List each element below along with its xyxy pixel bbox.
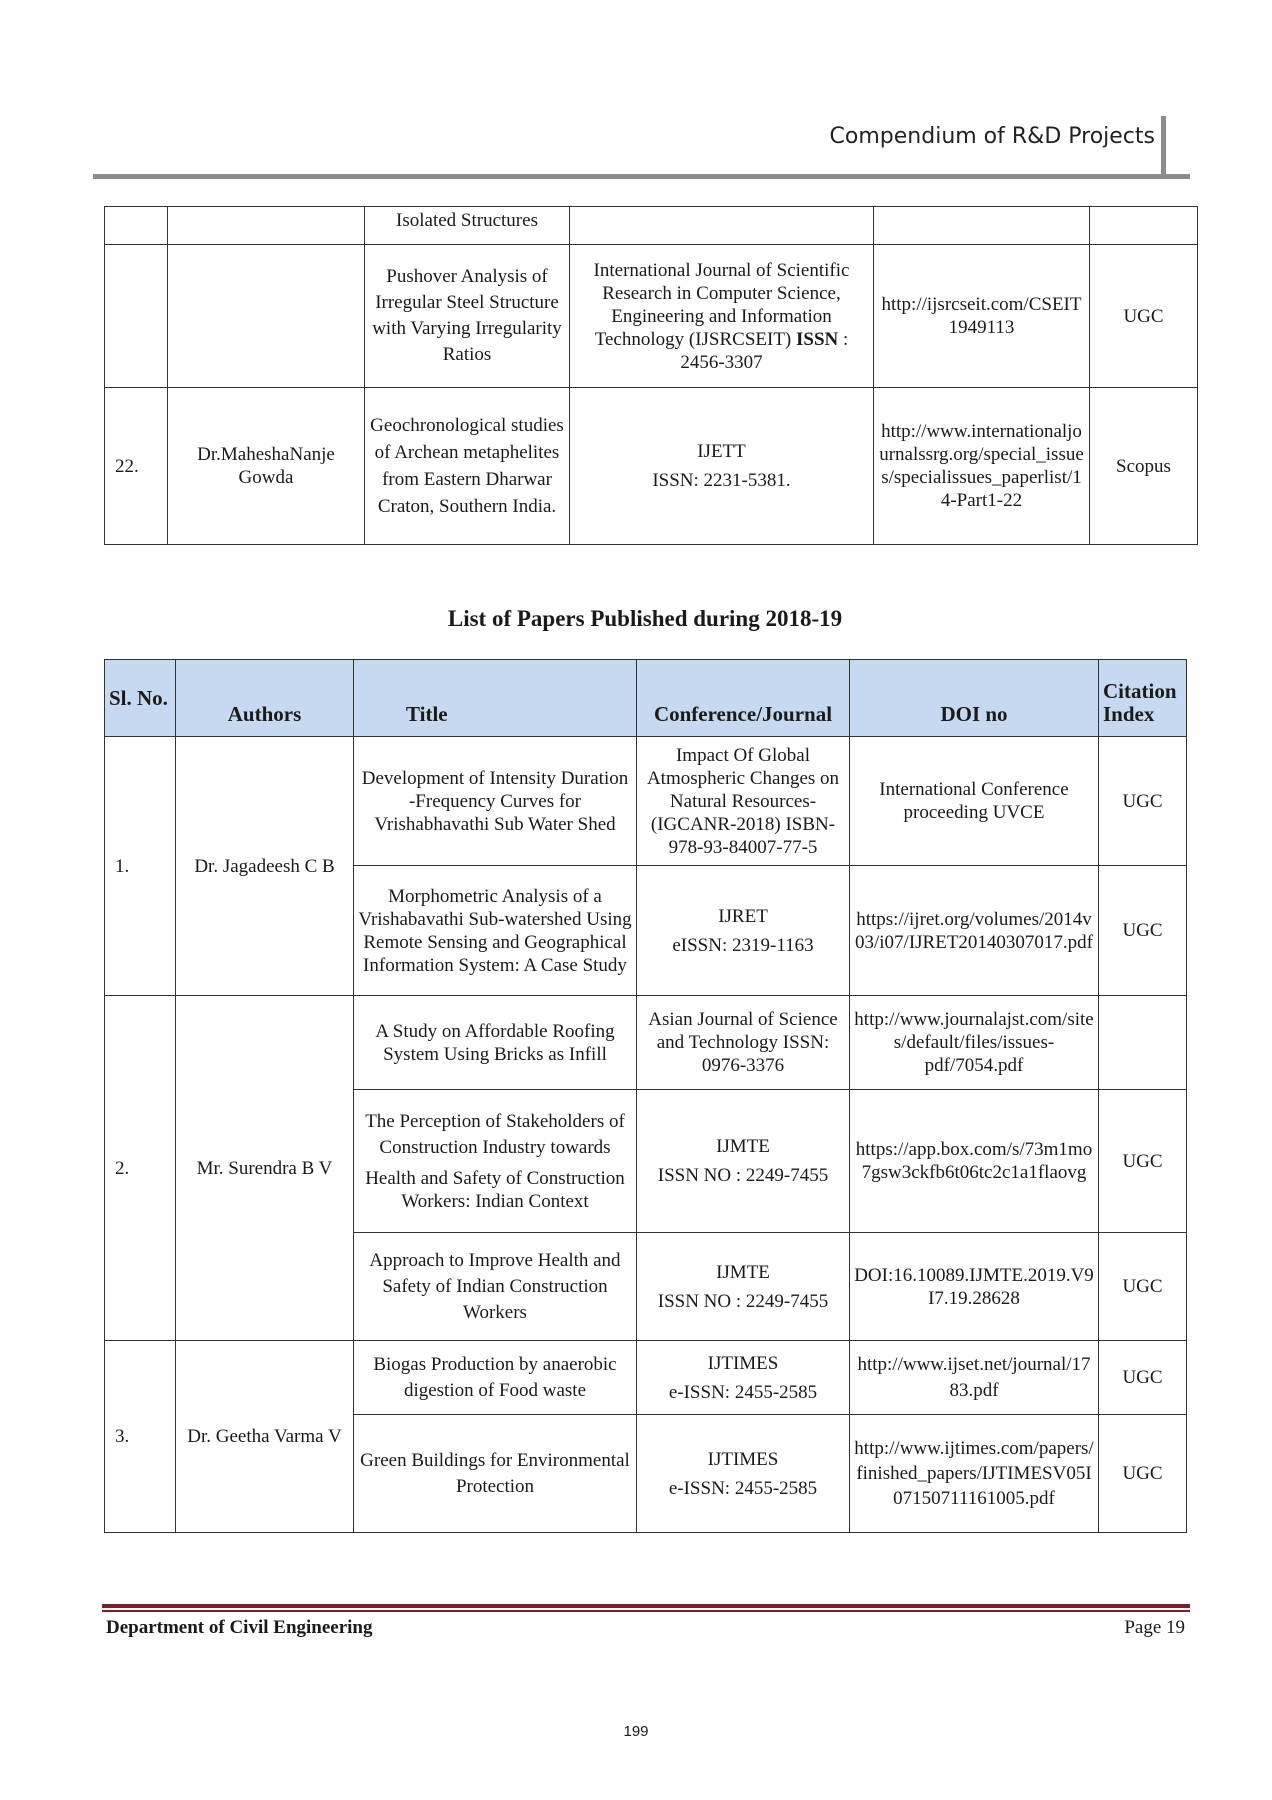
journal-name: IJETT — [697, 441, 746, 462]
cell-doi: http://ijsrcseit.com/CSEIT1949113 — [874, 245, 1090, 388]
page-number: 199 — [623, 1723, 649, 1740]
cell-sl — [105, 245, 168, 388]
cell-journal — [637, 1090, 850, 1233]
header-authors: Authors — [176, 660, 354, 737]
cell-sl: 2. — [105, 996, 176, 1341]
cell-sl: 3. — [105, 1341, 176, 1533]
cell-index: UGC — [1099, 866, 1187, 996]
issn-label: ISSN — [796, 328, 839, 350]
header-doi: DOI no — [850, 660, 1099, 737]
footer-page-label: Page 19 — [1124, 1617, 1185, 1638]
table-row — [105, 207, 1198, 245]
title-part-a: The Perception of Stakeholders of Construction Industry towards — [365, 1111, 625, 1158]
cell-index: UGC — [1099, 1233, 1187, 1341]
journal-name: IJTIMES — [707, 1448, 779, 1470]
table-row — [105, 388, 1198, 545]
cell-journal — [570, 245, 874, 388]
cell-author: Dr. Jagadeesh C B — [176, 737, 354, 996]
cell-title: Geochronological studies of Archean metaphelites from Eastern Dharwar Craton, Southern India. — [365, 388, 570, 545]
cell-title: Isolated Structures — [365, 207, 570, 245]
cell-journal — [637, 1233, 850, 1341]
cell-sl — [105, 207, 168, 245]
cell-index: Scopus — [1090, 388, 1198, 545]
footer-department: Department of Civil Engineering — [106, 1617, 373, 1638]
cell-title: Green Buildings for Environmental Protection — [354, 1415, 637, 1533]
cell-title: A Study on Affordable Roofing System Using Bricks as Infill — [354, 996, 637, 1090]
cell-journal — [637, 866, 850, 996]
cell-journal — [637, 1415, 850, 1533]
journal-name: IJTIMES — [707, 1352, 779, 1374]
cell-journal — [570, 207, 874, 245]
cell-author — [168, 207, 365, 245]
header-title: Compendium of R&D Projects — [829, 124, 1155, 149]
table-row — [105, 996, 1187, 1090]
cell-index — [1090, 207, 1198, 245]
cell-index: UGC — [1099, 737, 1187, 866]
table-row — [105, 245, 1198, 388]
journal-issn: ISSN: 2231-5381. — [652, 470, 791, 491]
cell-doi: https://ijret.org/volumes/2014v03/i07/IJRET20140307017.pdf — [850, 866, 1099, 996]
journal-name: IJMTE — [716, 1261, 770, 1283]
cell-journal: Impact Of Global Atmospheric Changes on Natural Resources-(IGCANR-2018) ISBN-978-93-84007-77-5 — [637, 737, 850, 866]
cell-doi: http://www.ijset.net/journal/1783.pdf — [850, 1341, 1099, 1415]
issn-value: : 2456-3307 — [680, 328, 849, 373]
cell-author: Mr. Surendra B V — [176, 996, 354, 1341]
table-header-row — [105, 660, 1187, 737]
title-part-b: Health and Safety of Construction Workers: Indian Context — [365, 1168, 625, 1212]
header-sl-no: Sl. No. — [105, 660, 176, 737]
journal-issn: e-ISSN: 2455-2585 — [668, 1477, 818, 1499]
cell-doi: https://app.box.com/s/73m1mo7gsw3ckfb6t06tc2c1a1flaovg — [850, 1090, 1099, 1233]
cell-index: UGC — [1090, 245, 1198, 388]
cell-journal — [637, 1341, 850, 1415]
cell-doi: http://www.journalajst.com/sites/default/files/issues-pdf/7054.pdf — [850, 996, 1099, 1090]
journal-issn: eISSN: 2319-1163 — [672, 934, 814, 956]
table-row — [105, 737, 1187, 866]
cell-index — [1099, 996, 1187, 1090]
cell-index: UGC — [1099, 1415, 1187, 1533]
cell-journal — [570, 388, 874, 545]
cell-journal: Asian Journal of Science and Technology ISSN: 0976-3376 — [637, 996, 850, 1090]
cell-index: UGC — [1099, 1341, 1187, 1415]
journal-text: International Journal of Scientific Research in Computer Science, Engineering and Information Technology (IJSRCSEIT) — [593, 259, 850, 350]
header-journal: Conference/Journal — [637, 660, 850, 737]
section-heading: List of Papers Published during 2018-19 — [447, 606, 843, 631]
cell-doi: http://www.internationaljournalssrg.org/special_issues/specialissues_paperlist/14-Part1-22 — [874, 388, 1090, 545]
cell-author — [168, 245, 365, 388]
cell-title: Approach to Improve Health and Safety of Indian Construction Workers — [354, 1233, 637, 1341]
cell-index: UGC — [1099, 1090, 1187, 1233]
header-rule — [93, 174, 1190, 179]
journal-name: IJMTE — [716, 1136, 770, 1157]
cell-title: Morphometric Analysis of a Vrishabavathi Sub-watershed Using Remote Sensing and Geographical Information System: A Case Study — [354, 866, 637, 996]
journal-issn: ISSN NO : 2249-7455 — [657, 1290, 829, 1312]
cell-author: Dr. Geetha Varma V — [176, 1341, 354, 1533]
table-row — [105, 1341, 1187, 1415]
footer-rule-thin — [102, 1610, 1190, 1612]
footer-rule — [102, 1604, 1190, 1608]
cell-title — [354, 1090, 637, 1233]
cell-sl: 22. — [105, 388, 168, 545]
papers-table — [104, 659, 1187, 1533]
cell-sl: 1. — [105, 737, 176, 996]
journal-name: IJRET — [718, 905, 768, 927]
cell-doi: DOI:16.10089.IJMTE.2019.V9I7.19.28628 — [850, 1233, 1099, 1341]
cell-title: Development of Intensity Duration -Frequency Curves for Vrishabhavathi Sub Water Shed — [354, 737, 637, 866]
cell-author: Dr.MaheshaNanje Gowda — [168, 388, 365, 545]
header-title-col: Title — [354, 660, 637, 737]
journal-issn: e-ISSN: 2455-2585 — [668, 1381, 818, 1403]
cell-doi: International Conference proceeding UVCE — [850, 737, 1099, 866]
cell-title: Biogas Production by anaerobic digestion of Food waste — [354, 1341, 637, 1415]
cell-doi — [874, 207, 1090, 245]
header-citation-index: Citation Index — [1099, 660, 1187, 737]
continued-table — [104, 206, 1198, 545]
header-vertical-bar — [1161, 116, 1166, 178]
cell-doi: http://www.ijtimes.com/papers/finished_papers/IJTIMESV05I07150711161005.pdf — [850, 1415, 1099, 1533]
journal-issn: ISSN NO : 2249-7455 — [657, 1165, 829, 1186]
cell-title: Pushover Analysis of Irregular Steel Structure with Varying Irregularity Ratios — [365, 245, 570, 388]
